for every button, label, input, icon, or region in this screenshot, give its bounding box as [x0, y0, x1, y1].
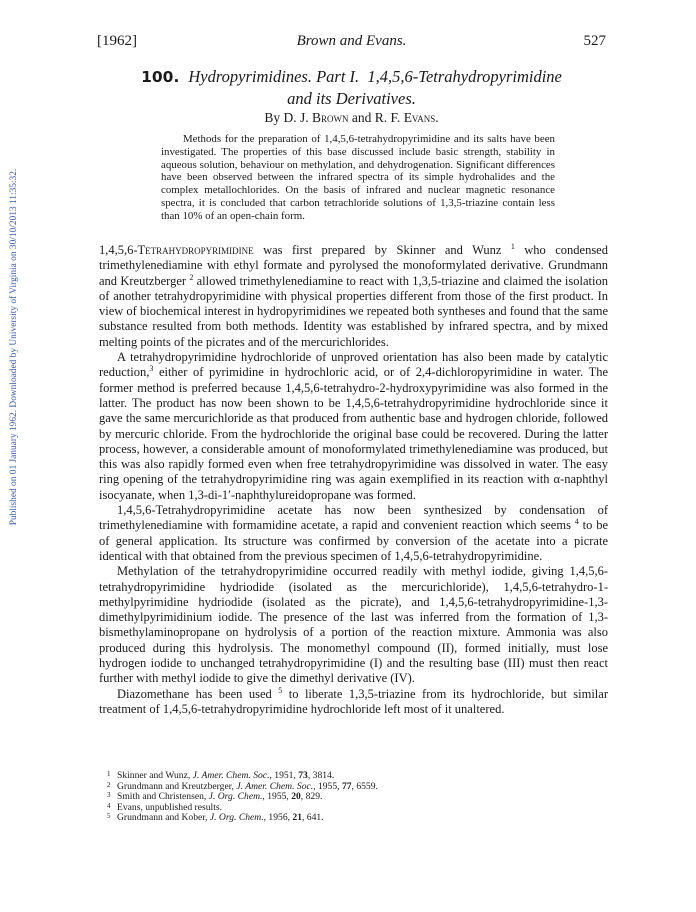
- paragraph-2: [99, 350, 608, 503]
- footnote-pages: , 3814.: [307, 770, 335, 781]
- footnote-authors: Grundmann and Kreutzberger,: [117, 780, 237, 792]
- article-body: [99, 243, 608, 717]
- title-line2: and its Derivatives.: [287, 89, 416, 108]
- byline: [97, 110, 606, 126]
- footnote-number: 1: [107, 770, 111, 778]
- ref-1[interactable]: 1: [510, 242, 515, 251]
- footnote-volume: 73: [298, 770, 308, 781]
- paragraph-1: [99, 243, 608, 350]
- footnote-volume: 20: [291, 791, 301, 803]
- footnote: [99, 813, 608, 824]
- footnote-pages: , 829.: [300, 791, 323, 803]
- p3-text-b: to be of general application. Its structure was confirmed by conversion of the acetate into a picrate identical with that obtained from the previous specimen of 1,4,5,6-tetrahydropyrimidine.: [99, 518, 608, 563]
- download-notice[interactable]: Published on 01 January 1962. Downloaded by University of Virginia on 30/10/2013 11:35:32.: [9, 168, 19, 526]
- p1-text-a: was first prepared by Skinner and Wunz: [253, 243, 511, 257]
- ref-5[interactable]: 5: [278, 685, 283, 695]
- footnote-volume: 21: [292, 812, 302, 824]
- paragraph-3: [99, 503, 608, 564]
- lead-compound: 1,4,5,6-Tetrahydropyrimidine: [99, 243, 254, 257]
- article-title: [97, 66, 606, 109]
- footnote-pages: , 641.: [302, 812, 324, 824]
- footnote-year: , 1955,: [313, 780, 342, 792]
- p1-text-b: who condensed trimethylenediamine with ethyl formate and pyrolysed the monoformylated derivative. Grundmann and Kreutzberger: [99, 243, 608, 288]
- footnote-number: 2: [107, 780, 111, 789]
- article-number: 100.: [141, 68, 180, 86]
- page-number: 527: [583, 33, 606, 49]
- author-2: Evans.: [403, 110, 439, 125]
- p3-text-a: 1,4,5,6-Tetrahydropyrimidine acetate has now been synthesized by condensation of trimethylenediamine with formamidine acetate, a rapid and convenient reaction which seems: [99, 503, 608, 533]
- p1-text-c: allowed trimethylenediamine to react with 1,3,5-triazine and claimed the isolation of another tetrahydropyrimidine with physical properties different from those of the first product. In view of biochemical interest in hydropyrimidines we repeated both syntheses and found that the same substance resulted from both methods. Identity was established by infrared spectra, and by mixed melting points of the picrates and of the mercurichlorides.: [99, 273, 608, 349]
- footnote-year: , 1956,: [263, 812, 293, 824]
- header-year: [1962]: [97, 33, 137, 49]
- paragraph-4: Methylation of the tetrahydropyrimidine occurred readily with methyl iodide, giving 1,4,5,6-tetrahydropyrimidine hydriodide (isolated as the mercurichloride), 1,4,5,6-tetrahydro-1-methylpyrimidine hydriodide (isolated as the picrate), and 1,4,5,6-tetrahydropyrimidine-1,3-dimethylpyrimidinium iodide. The presence of the last was inferred from the formation of 1,3-bismethylaminopropane on hydrolysis of a portion of the reaction mixture. Ammonia was also produced during this hydrolysis. The monomethyl compound (II), formed initially, must lose hydrogen iodide to unchanged tetrahydropyrimidine (I) and the resulting base (III) must then react further with methyl iodide to give the dimethyl derivative (IV).: [99, 564, 608, 686]
- footnote-authors: Skinner and Wunz,: [117, 770, 193, 781]
- footnotes: [99, 771, 608, 824]
- footnote-journal: J. Org. Chem.: [208, 791, 263, 803]
- footnote-number: 3: [107, 791, 111, 800]
- ref-2[interactable]: 2: [189, 272, 194, 282]
- header-authors: Brown and Evans.: [296, 33, 407, 49]
- footnote-volume: 77: [341, 780, 352, 792]
- paragraph-5: [99, 687, 608, 718]
- footnote-journal: J. Amer. Chem. Soc.: [236, 780, 314, 792]
- footnote-year: , 1951,: [269, 770, 299, 781]
- footnote-journal: J. Org. Chem.: [209, 812, 264, 824]
- abstract: Methods for the preparation of 1,4,5,6-tetrahydropyrimidine and its salts have been investigated. The properties of this base discussed include basic strength, stability in aqueous solution, behaviour on methylation, and dehydrogenation. Significant differences have been observed between the infrared spectra of its simple hydrohalides and the complex metallochlorides. On the basis of infrared and nuclear magnetic resonance spectra, it is concluded that carbon tetrachloride solutions of 1,3,5-triazine contain less than 10% of an open-chain form.: [161, 133, 555, 222]
- footnote-number: 4: [107, 801, 111, 810]
- p2-text-b: either of pyrimidine in hydrochloric acid, or of 2,4-dichloropyrimidine in water. The former method is preferred because 1,4,5,6-tetrahydro-2-hydroxypyrimidine was also formed in the latter. The product has now been shown to be 1,4,5,6-tetrahydropyrimidine hydrochloride since it gave the same mercurichloride as that produced from authentic base and hydrogen chloride, followed by mercuric chloride. From the hydrochloride the original base could be recovered. During the latter process, however, a considerable amount of monoformylated trimethylenediamine was produced, but this was also rapidly formed even when free tetrahydropyrimidine was dissolved in water. The easy ring opening of the tetrahydropyrimidine ring was again exemplified in its reaction with α-naphthyl isocyanate, when 1,3-di-1′-naphthylureidopropane was formed.: [99, 365, 608, 502]
- p2-text-a: A tetrahydropyrimidine hydrochloride of unproved orientation has also been made by catalytic reduction,: [99, 350, 608, 380]
- footnote-year: , 1955,: [262, 791, 292, 803]
- footnote-authors: Smith and Christensen,: [117, 791, 209, 803]
- ref-4[interactable]: 4: [574, 517, 579, 527]
- ref-3[interactable]: 3: [149, 364, 154, 374]
- footnote-authors: Grundmann and Kober,: [117, 812, 210, 824]
- footnote-pages: , 6559.: [351, 780, 378, 792]
- running-header: [97, 33, 606, 53]
- title-main: Hydropyrimidines. Part I.: [188, 67, 360, 86]
- title-compound: 1,4,5,6-Tetrahydropyrimidine: [367, 67, 562, 86]
- footnote-journal: J. Amer. Chem. Soc.: [192, 770, 270, 781]
- p5-text-a: Diazomethane has been used: [117, 686, 279, 701]
- footnote-authors: Evans, unpublished results.: [117, 801, 222, 813]
- byline-by: By D. J.: [264, 110, 309, 125]
- p5-text-b: to liberate 1,3,5-triazine from its hydrochloride, but similar treatment of 1,4,5,6-tetrahydropyrimidine hydrochloride left most of it unaltered.: [99, 686, 608, 716]
- footnote-number: 5: [107, 812, 111, 821]
- author-1: Brown: [311, 110, 349, 125]
- byline-and: and R. F.: [351, 110, 401, 125]
